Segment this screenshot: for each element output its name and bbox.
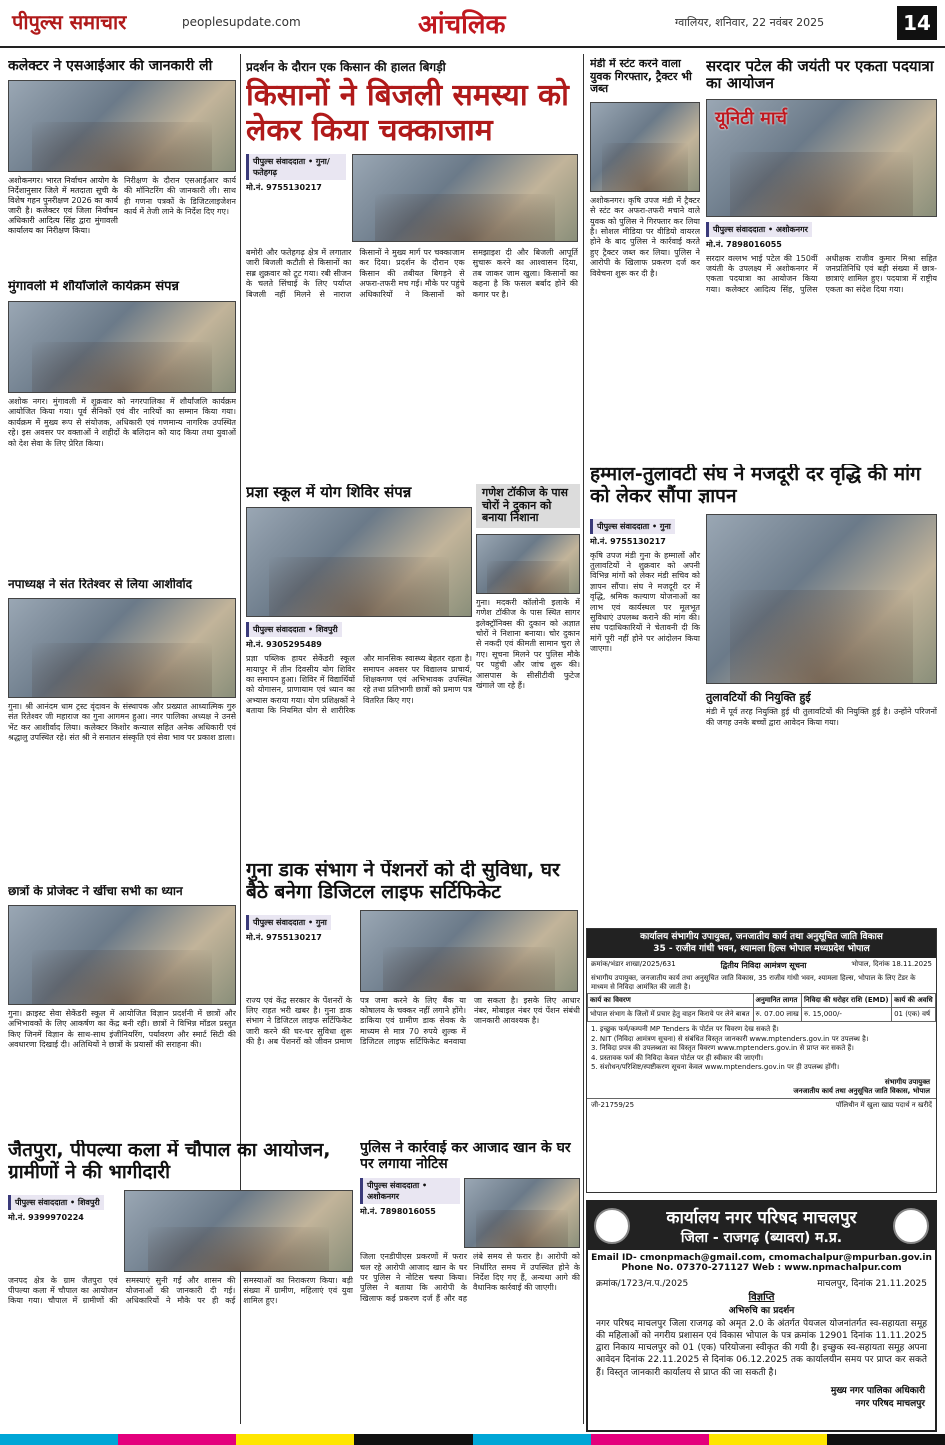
- nagar-signatory: मुख्य नगर पालिका अधिकारी: [830, 1385, 925, 1396]
- tender-point: 1. इच्छुक फर्म/कम्पनी MP Tenders के पोर्टल पर विवरण देख सकते हैं।: [591, 1025, 779, 1034]
- table-row: [588, 1008, 936, 1022]
- article-byline: पीपुल्स संवाददाता • गुना: [246, 915, 331, 930]
- article-ritheshwar: [8, 578, 236, 878]
- article-byline: पीपुल्स संवाददाता • अशोकनगर: [706, 222, 812, 237]
- article-headline: किसानों ने बिजली समस्या को लेकर किया चक्काजाम: [246, 78, 569, 148]
- article-body: राज्य एवं केंद्र सरकार के पेंशनरों के लिए राहत भरी खबर है। गुना डाक संभाग ने डिजिटल लाइफ सर्टिफिकेट जारी करने की घर-घर सुविधा शुरू की है। अब पेंशनरों को जीवन प्रमाण पत्र जमा करने के लिए बैंक या कोषालय के चक्कर नहीं लगाने होंगे। डाकिया एवं ग्रामीण डाक सेवक के माध्यम से मात्र 70 रुपये शुल्क में डिजिटल लाइफ सर्टिफिकेट बनवाया जा सकता है। इसके लिए आधार नंबर, मोबाइल नंबर एवं पेंशन संबंधी जानकारी आवश्यक है।: [246, 995, 580, 1047]
- article-body: गुना। क्राइस्ट सेवा सेकेंडरी स्कूल में आयोजित विज्ञान प्रदर्शनी में छात्रों और अभिभावकों के लिए आकर्षण का केंद्र बनी रही। छात्रों ने विभिन्न मॉडल प्रस्तुत किए जिनमें विज्ञान के साथ-साथ इंजीनियरिंग, पर्यावरण और स्मार्ट सिटी की अवधारणा दिखाई दी। अतिथियों ने छात्रों के प्रयासों की सराहना की।: [8, 1008, 236, 1049]
- print-color-bar: [0, 1434, 945, 1445]
- article-subheadline: तुलावटियों की नियुक्ति हुई: [706, 690, 811, 704]
- article-kicker: प्रदर्शन के दौरान एक किसान की हालत बिगड़ी: [246, 60, 446, 74]
- article-students-project: [8, 885, 236, 1125]
- nagar-signatory-place: नगर परिषद माचलपुर: [855, 1398, 925, 1409]
- article-sardar-patel: [706, 58, 937, 458]
- article-headline: पुलिस ने कार्रवाई कर आजाद खान के घर पर लगाया नोटिस: [360, 1140, 571, 1173]
- article-photo: [352, 154, 578, 242]
- article-headline: छात्रों के प्रोजेक्ट ने खींचा सभी का ध्यान: [8, 885, 183, 898]
- article-caption: अशोकनगर। भारत निर्वाचन आयोग के निर्देशानुसार जिले में मतदाता सूची के विशेष गहन पुनरीक्षण 2026 का कार्य जारी है। कलेक्टर एवं जिला निर्वाचन अधिकारी आदित्य सिंह द्वारा मुंगावली कार्यालय का निरीक्षण किया।: [8, 176, 118, 236]
- nagar-body: नगर परिषद माचलपुर जिला राजगढ़ को अमृत 2.0 के अंतर्गत पेयजल योजनांतर्गत स्व-सहायता समूह की महिलाओं को नगरीय प्रशासन एवं विकास भोपाल के पत्र क्रमांक 12901 दिनांक 11.11.2025 द्वारा निकाय माचलपुर को 01 (एक) परियोजना स्वीकृत की गयी है। इच्छुक स्व-सहायता समूह अपना आवेदन दिनांक 22.11.2025 से दिनांक 06.12.2025 तक कार्यालयीन समय पर प्राप्त कर सकते हैं। विस्तृत जानकारी कार्यालय से प्राप्त की जा सकती है।: [596, 1319, 927, 1378]
- article-headline: मंडी में स्टंट करने वाला युवक गिरफ्तार, ट्रैक्टर भी जब्त: [590, 58, 692, 96]
- article-mobile: मो.नं. 9399970224: [8, 1212, 84, 1222]
- article-body: प्रज्ञा पब्लिक हायर सेकेंडरी स्कूल मायापुर में तीन दिवसीय योग शिविर का समापन हुआ। शिविर में विद्यार्थियों को योगासन, प्राणायाम एवं ध्यान का अभ्यास कराया गया। योग प्रशिक्षकों ने बताया कि नियमित योग से शारीरिक और मानसिक स्वास्थ्य बेहतर रहता है। समापन अवसर पर विद्यालय प्राचार्य, शिक्षकगण एवं अभिभावक उपस्थित रहे तथा प्रतिभागी छात्रों को प्रमाण पत्र वितरित किए गए।: [246, 654, 472, 716]
- article-body: अशोकनगर। कृषि उपज मंडी में ट्रैक्टर से स्टंट कर अफरा-तफरी मचाने वाले युवक को पुलिस ने गिरफ्तार कर लिया है। सोशल मीडिया पर वीडियो वायरल होने के बाद पुलिस ने कार्रवाई करते हुए ट्रैक्टर जब्त कर लिया। पुलिस ने आरोपी के खिलाफ प्रकरण दर्ज कर विवेचना शुरू कर दी है।: [590, 195, 700, 278]
- color-swatch: [354, 1434, 472, 1445]
- article-stunt: [590, 58, 700, 458]
- article-notice: [360, 1140, 580, 1432]
- nagar-title: कार्यालय नगर परिषद माचलपुर: [666, 1208, 857, 1228]
- emblem-icon: [893, 1208, 929, 1244]
- article-body: कृषि उपज मंडी गुना के हम्मालों और तुलावटियों ने शुक्रवार को अपनी विभिन्न मांगों को लेकर मंडी सचिव को ज्ञापन सौंपा। संघ ने मजदूरी दर में वृद्धि, श्रमिक कल्याण योजनाओं का लाभ एवं कार्यस्थल पर मूलभूत सुविधाएं उपलब्ध कराने की मांग की। संघ पदाधिकारियों ने चेतावनी दी कि मांगें पूरी नहीं होने पर आंदोलन किया जाएगा।: [590, 550, 700, 654]
- nagar-parishad-notice: [586, 1200, 937, 1432]
- article-hammal: [590, 464, 937, 922]
- nagar-letter-date: माचलपुर, दिनांक 21.11.2025: [817, 1279, 927, 1289]
- article-yoga: [246, 484, 472, 854]
- article-sir-review: [8, 58, 236, 276]
- tender-signature: [587, 1076, 936, 1098]
- article-photo: [706, 99, 937, 217]
- article-photo: [8, 80, 236, 172]
- seal-icon: [594, 1208, 630, 1244]
- tender-signatory-dept: जनजातीय कार्य तथा अनुसूचित जाति विकास, भोपाल: [793, 1086, 930, 1095]
- color-swatch: [473, 1434, 591, 1445]
- tender-date: भोपाल, दिनांक 18.11.2025: [851, 960, 932, 969]
- tender-address: 35 - राजीव गांधी भवन, श्यामला हिल्स भोपाल मध्यप्रदेश भोपाल: [653, 943, 870, 954]
- tender-signatory: संभागीय उपायुक्त: [884, 1077, 930, 1086]
- tender-ref: जी-21759/25: [591, 1100, 635, 1109]
- article-photo: [8, 905, 236, 1005]
- article-byline: पीपुल्स संवाददाता • शिवपुरी: [8, 1195, 104, 1210]
- masthead: [0, 0, 945, 48]
- article-headline: कलेक्टर ने एसआईआर की जानकारी ली: [8, 58, 213, 74]
- tender-footer-note: पॉलिथीन में खुला खाद्य पदार्थ न खरीदें: [835, 1100, 932, 1109]
- article-pension: [246, 860, 580, 1134]
- article-byline: पीपुल्स संवाददाता • शिवपुरी: [246, 622, 342, 637]
- tender-table: [587, 993, 936, 1022]
- article-headline: गणेश टॉकीज के पास चोरों ने दुकान को बनाया निशाना: [476, 484, 580, 528]
- article-photo: [360, 910, 578, 992]
- article-headline: गुना डाक संभाग ने पेंशनरों को दी सुविधा, घर बैठे बनेगा डिजिटल लाइफ सर्टिफिकेट: [246, 860, 560, 903]
- article-subbody: मंडी में पूर्व तरह नियुक्ति हुई थी तुलावटियों की नियुक्ति हुई है। उन्होंने परिजनों की जगह उनके बच्चों द्वारा आवेदन किया गया।: [706, 707, 937, 727]
- article-photo: [590, 102, 700, 192]
- website-link[interactable]: peoplesupdate.com: [182, 15, 301, 29]
- article-chakkajam: [246, 58, 578, 478]
- article-headline: नपाध्यक्ष ने संत रितेश्वर से लिया आशीर्वाद: [8, 578, 192, 591]
- tender-cell: रु. 07.00 लाख: [753, 1008, 801, 1022]
- article-photo: [124, 1190, 353, 1272]
- color-swatch: [0, 1434, 118, 1445]
- article-mobile: मो.नं. 7898016055: [360, 1207, 436, 1217]
- article-photo: [476, 534, 580, 594]
- article-body: अशोक नगर। मुंगावली में शुक्रवार को नगरपालिका में शौर्यांजलि कार्यक्रम आयोजित किया गया। पूर्व सैनिकों एवं वीर नारियों का सम्मान किया गया। कार्यक्रम में मुख्य रूप से संयोजक, अधिकारी एवं गणमान्य नागरिक उपस्थित रहे। इस अवसर पर वक्ताओं ने शहीदों के बलिदान को याद किया तथा युवाओं को देश सेवा के लिए प्रेरित किया।: [8, 396, 236, 448]
- tender-cell: भोपाल संभाग के जिलों में प्रचार हेतु वाहन किराये पर लेने बाबत: [588, 1008, 754, 1022]
- tender-notice: [586, 928, 937, 1193]
- page-number: 14: [897, 6, 937, 40]
- nagar-notice-subtitle: अभिरुचि का प्रदर्शन: [728, 1306, 795, 1316]
- tender-point: 5. संशोधन/परिशिष्ट/स्पष्टीकरण सूचना केवल www.mptenders.gov.in पर ही उपलब्ध होंगी।: [591, 1063, 840, 1072]
- nagar-letter-no: क्रमांक/1723/न.प./2025: [596, 1279, 689, 1289]
- color-swatch: [709, 1434, 827, 1445]
- tender-points: [587, 1022, 936, 1075]
- article-body: गुना। श्री आनंदम धाम ट्रस्ट वृंदावन के संस्थापक और प्रख्यात आध्यात्मिक गुरु संत रितेश्वर जी महाराज का गुना आगमन हुआ। नगर पालिका अध्यक्ष ने उनसे भेंट कर आशीर्वाद लिया। कलेक्टर किशोर कन्याल सहित अनेक अधिकारी एवं श्रद्धालु उपस्थित रहे। संत श्री ने सनातन संस्कृति एवं सेवा भाव पर प्रकाश डाला।: [8, 701, 236, 742]
- tender-col: निविदा की धरोहर राशि (EMD): [801, 994, 891, 1008]
- article-headline: हम्माल-तुलावटी संघ ने मजदूरी दर वृद्धि की मांग को लेकर सौंपा ज्ञापन: [590, 464, 921, 507]
- color-swatch: [118, 1434, 236, 1445]
- article-body: जनपद क्षेत्र के ग्राम जैतपुरा एवं पीपल्या कला में चौपाल का आयोजन किया गया। चौपाल में ग्रामीणों की समस्याएं सुनी गईं और शासन की योजनाओं की जानकारी दी गई। अधिकारियों ने मौके पर ही कई समस्याओं का निराकरण किया। बड़ी संख्या में ग्रामीण, महिलाएं एवं युवा शामिल हुए।: [8, 1275, 353, 1306]
- tender-point: 2. NIT (निविदा आमंत्रण सूचना) से संबंधित विस्तृत जानकारी www.mptenders.gov.in पर उपलब्ध है।: [591, 1034, 869, 1043]
- article-headline: मुंगावली में शौर्यांजलि कार्यक्रम संपन्न: [8, 280, 179, 294]
- tender-cell: 01 (एक) वर्ष: [892, 1008, 936, 1022]
- article-shauryanjali: [8, 280, 236, 570]
- nagar-signature: [588, 1381, 935, 1411]
- nagar-phone: Phone No. 07370-271127 Web : www.npmachalpur.com: [621, 1263, 902, 1273]
- article-mobile: मो.नं. 9755130217: [246, 932, 322, 942]
- article-body: बमोरी और फतेहगढ़ क्षेत्र में लगातार जारी बिजली कटौती से किसानों का सब्र शुक्रवार को टूट गया। रबी सीजन के चलते सिंचाई के लिए पर्याप्त बिजली नहीं मिलने से नाराज किसानों ने मुख्य मार्ग पर चक्काजाम कर दिया। प्रदर्शन के दौरान एक किसान की तबीयत बिगड़ने से अफरा-तफरी मच गई। मौके पर पहुंचे अधिकारियों ने किसानों को समझाइश दी और बिजली आपूर्ति सुचारू करने का आश्वासन दिया, तब जाकर जाम खुला। किसानों का कहना है कि फसल बर्बाद होने की कगार पर है।: [246, 248, 578, 299]
- banner-text: यूनिटी मार्च: [715, 107, 787, 129]
- nagar-contact: [588, 1250, 935, 1276]
- column-rule: [583, 54, 584, 1424]
- article-mobile: मो.नं. 9305295489: [246, 640, 322, 650]
- article-ganesh-talkies: [476, 484, 580, 854]
- tender-header: [587, 929, 936, 958]
- article-headline: प्रज्ञा स्कूल में योग शिविर संपन्न: [246, 484, 412, 501]
- newspaper-logo: पीपुल्स समाचार: [12, 10, 127, 34]
- article-body: सरदार वल्लभ भाई पटेल की 150वीं जयंती के उपलक्ष्य में अशोकनगर में एकता पदयात्रा का आयोजन किया गया। कलेक्टर आदित्य सिंह, पुलिस अधीक्षक राजीव कुमार मिश्रा सहित जनप्रतिनिधि एवं बड़ी संख्या में छात्र-छात्राएं शामिल हुए। पदयात्रा में राष्ट्रीय एकता का संदेश दिया गया।: [706, 253, 937, 294]
- section-title: आंचलिक: [418, 10, 506, 40]
- article-body: जिला एनडीपीएस प्रकरणों में फरार चल रहे आरोपी आजाद खान के घर पर पुलिस ने नोटिस चस्पा किया। पुलिस ने बताया कि आरोपी के खिलाफ कई प्रकरण दर्ज हैं और वह लंबे समय से फरार है। आरोपी को निर्धारित समय में उपस्थित होने के निर्देश दिए गए हैं, अन्यथा आगे की वैधानिक कार्रवाई की जाएगी।: [360, 1252, 580, 1303]
- tender-number: क्रमांक/भंडार शाखा/2025/631: [591, 960, 676, 969]
- article-headline: सरदार पटेल की जयंती पर एकता पदयात्रा का आयोजन: [706, 58, 934, 93]
- tender-col: कार्य की अवधि: [892, 994, 936, 1008]
- tender-point: 4. प्रस्तावक फर्म की निविदा केवल पोर्टल पर ही स्वीकार की जाएगी।: [591, 1053, 764, 1062]
- tender-intro: संभागीय उपायुक्त, जनजातीय कार्य तथा अनुसूचित जाति विकास, 35 राजीव गांधी भवन, श्यामला हिल्स, भोपाल के लिए टेंडर के माध्यम से निविदा आमंत्रित की जाती है।: [591, 974, 916, 992]
- article-photo: [246, 507, 472, 617]
- tender-col: कार्य का विवरण: [588, 994, 754, 1008]
- nagar-notice-title: विज्ञप्ति: [748, 1292, 775, 1303]
- nagar-email: Email ID- cmonpmach@gmail.com, cmomachalpur@mpurban.gov.in: [591, 1253, 932, 1263]
- article-photo: [464, 1178, 580, 1248]
- color-swatch: [591, 1434, 709, 1445]
- tender-cell: रु. 15,000/-: [801, 1008, 891, 1022]
- article-body: गुना। मदकरी कॉलोनी इलाके में गणेश टॉकीज के पास स्थित सागर इलेक्ट्रॉनिक्स की दुकान को अज्ञात चोरों ने निशाना बनाया। चोर दुकान से नकदी एवं कीमती सामान चुरा ले गए। सूचना मिलने पर पुलिस मौके पर पहुंची और जांच शुरू की। आसपास के सीसीटीवी फुटेज खंगाले जा रहे हैं।: [476, 597, 580, 691]
- article-mobile: मो.नं. 9755130217: [246, 183, 322, 192]
- tender-col: अनुमानित लागत: [753, 994, 801, 1008]
- tender-office: कार्यालय संभागीय उपायुक्त, जनजातीय कार्य तथा अनुसूचित जाति विकास: [640, 932, 883, 942]
- article-byline: पीपुल्स संवाददाता • गुना: [590, 519, 675, 534]
- article-mobile: मो.नं. 9755130217: [590, 536, 666, 546]
- color-swatch: [236, 1434, 354, 1445]
- color-swatch: [827, 1434, 945, 1445]
- article-body: निरीक्षण के दौरान एसआईआर कार्य की मॉनिटरिंग की जानकारी ली। साथ ही गणना पत्रकों के डिजिटलाइजेशन कार्य में तेजी लाने के निर्देश दिए गए।: [124, 176, 236, 217]
- tender-table-header: [588, 994, 936, 1008]
- dateline: ग्वालियर, शनिवार, 22 नवंबर 2025: [675, 16, 825, 29]
- article-photo: [706, 514, 937, 684]
- tender-title: द्वितीय निविदा आमंत्रण सूचना: [720, 961, 807, 971]
- article-byline: पीपुल्स संवाददाता • अशोकनगर: [360, 1178, 460, 1204]
- nagar-subtitle: जिला - राजगढ़ (ब्यावरा) म.प्र.: [680, 1230, 843, 1246]
- article-byline: पीपुल्स संवाददाता • गुना/फतेहगढ़: [246, 154, 346, 180]
- article-mobile: मो.नं. 7898016055: [706, 239, 782, 249]
- nagar-header: [588, 1202, 935, 1250]
- tender-point: 3. निविदा प्रपत्र की उपलब्धता का विस्तृत विवरण www.mptenders.gov.in से प्राप्त कर सकते हैं।: [591, 1044, 854, 1053]
- article-photo: [8, 598, 236, 698]
- article-jaitpura: [8, 1140, 353, 1432]
- article-photo: [8, 301, 236, 393]
- article-headline: जैतपुरा, पीपल्या कला में चौपाल का आयोजन, ग्रामीणों ने की भागीदारी: [8, 1140, 331, 1183]
